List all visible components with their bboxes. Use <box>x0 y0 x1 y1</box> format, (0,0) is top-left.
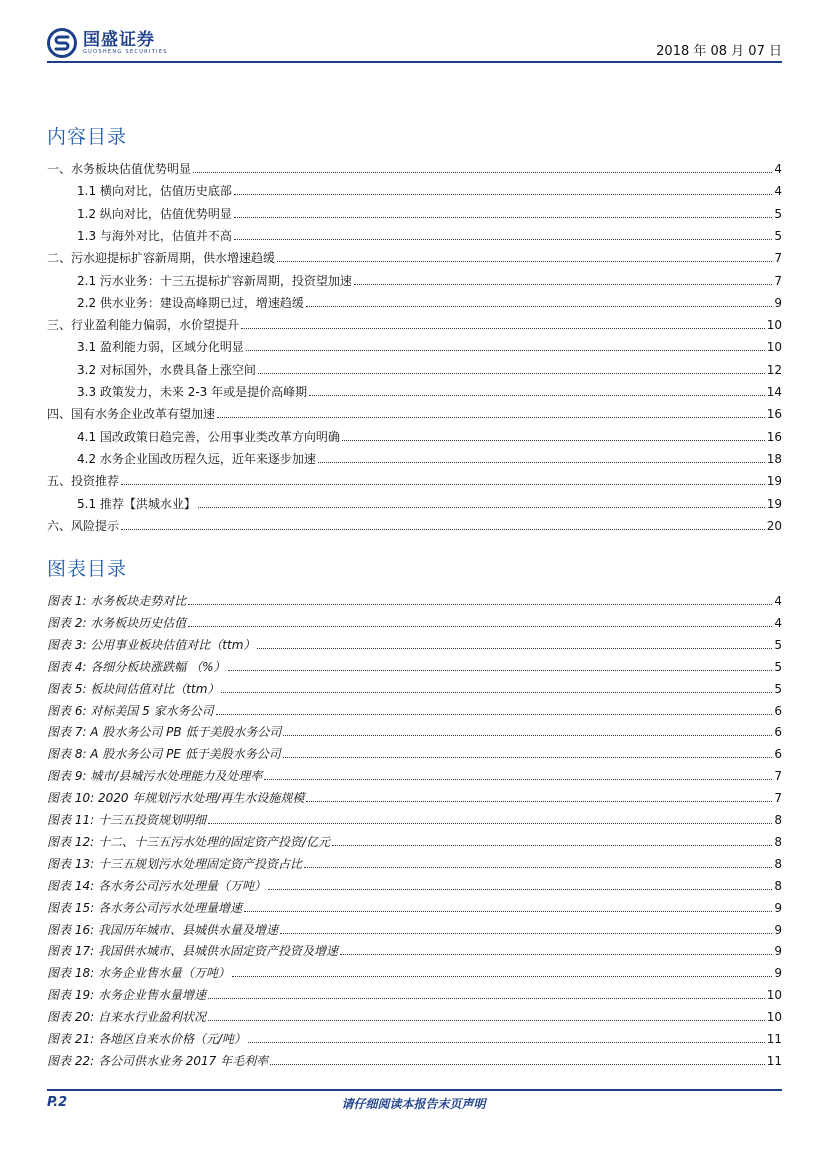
entry-title: 图表 3: 公用事业板块估值对比（ttm） <box>47 637 256 652</box>
entry-page-number: 7 <box>774 251 782 266</box>
entry-title: 图表 22: 各公司供水业务 2017 年毛利率 <box>47 1053 269 1068</box>
dot-leader <box>232 976 772 977</box>
entry-page-number: 7 <box>774 769 782 784</box>
entry-title: 1.3 与海外对比，估值并不高 <box>77 228 232 243</box>
header-divider <box>47 61 782 63</box>
dot-leader <box>244 911 772 912</box>
figure-entry[interactable] <box>47 588 782 608</box>
report-date: 2018 年 08 月 07 日 <box>656 44 782 59</box>
dot-leader <box>270 1064 765 1065</box>
figure-entry[interactable] <box>47 873 782 893</box>
toc-section-entry[interactable] <box>47 223 782 243</box>
entry-title: 3.1 盈利能力弱，区域分化明显 <box>77 340 244 355</box>
entry-page-number: 12 <box>766 362 782 377</box>
figure-entry[interactable] <box>47 763 782 783</box>
figure-entry[interactable] <box>47 960 782 980</box>
entry-title: 2.1 污水业务：十三五提标扩容新周期，投资望加速 <box>77 273 352 288</box>
entry-page-number: 10 <box>766 1010 782 1025</box>
entry-page-number: 16 <box>766 407 782 422</box>
dot-leader <box>277 261 772 262</box>
entry-page-number: 5 <box>774 681 782 696</box>
dot-leader <box>248 1042 765 1043</box>
entry-page-number: 4 <box>774 162 782 176</box>
entry-page-number: 20 <box>766 518 782 533</box>
dot-leader <box>306 801 772 802</box>
figures-title: 图表目录 <box>47 558 128 580</box>
entry-title: 一、水务板块估值优势明显 <box>47 162 192 176</box>
entry-page-number: 9 <box>774 922 782 937</box>
entry-page-number: 10 <box>766 340 782 355</box>
entry-title: 三、行业盈利能力偏弱，水价望提升 <box>47 318 240 333</box>
toc-section-entry[interactable] <box>47 334 782 354</box>
dot-leader <box>283 735 772 736</box>
dot-leader <box>264 779 772 780</box>
entry-page-number: 4 <box>774 184 782 199</box>
figure-entry[interactable] <box>47 1048 782 1068</box>
brand-name-en: GUOSHENG SECURITIES <box>83 48 168 55</box>
dot-leader <box>188 604 772 605</box>
footer-divider <box>47 1089 782 1091</box>
dot-leader <box>340 954 772 955</box>
brand-name-cn: 国盛证券 <box>83 29 155 50</box>
entry-page-number: 8 <box>774 856 782 871</box>
toc-chapter-entry[interactable] <box>47 401 782 421</box>
toc-chapter-entry[interactable] <box>47 156 782 176</box>
toc-section-entry[interactable] <box>47 178 782 198</box>
figure-entry[interactable] <box>47 938 782 958</box>
figure-entry[interactable] <box>47 610 782 630</box>
entry-title: 五、投资推荐 <box>47 474 120 489</box>
dot-leader <box>121 484 765 485</box>
dot-leader <box>228 670 773 671</box>
entry-page-number: 9 <box>774 944 782 959</box>
entry-title: 1.1 横向对比，估值历史底部 <box>77 184 232 199</box>
entry-page-number: 8 <box>774 878 782 893</box>
figure-entry[interactable] <box>47 741 782 761</box>
entry-title: 图表 16: 我国历年城市、县城供水量及增速 <box>47 922 278 937</box>
entry-page-number: 5 <box>774 637 782 652</box>
dot-leader <box>304 867 772 868</box>
entry-title: 图表 4: 各细分板块涨跌幅 （%） <box>47 659 226 674</box>
figure-entry[interactable] <box>47 1026 782 1046</box>
entry-page-number: 19 <box>766 496 782 511</box>
entry-page-number: 16 <box>766 429 782 444</box>
entry-page-number: 9 <box>774 295 782 310</box>
dot-leader <box>354 284 772 285</box>
figure-entry[interactable] <box>47 1004 782 1024</box>
dot-leader <box>193 172 772 173</box>
figure-entry[interactable] <box>47 895 782 915</box>
dot-leader <box>234 239 772 240</box>
entry-title: 4.2 水务企业国改历程久远，近年来逐步加速 <box>77 451 316 466</box>
entry-title: 二、污水迎提标扩容新周期，供水增速趋缓 <box>47 251 276 266</box>
entry-page-number: 8 <box>774 813 782 827</box>
figure-entry[interactable] <box>47 654 782 674</box>
entry-title: 图表 18: 水务企业售水量（万吨） <box>47 966 230 981</box>
dot-leader <box>306 306 772 307</box>
entry-title: 六、风险提示 <box>47 518 120 533</box>
figure-entry[interactable] <box>47 632 782 652</box>
figure-entry[interactable] <box>47 676 782 696</box>
entry-page-number: 19 <box>766 474 782 489</box>
entry-page-number: 5 <box>774 206 782 221</box>
dot-leader <box>208 1020 765 1021</box>
entry-title: 图表 15: 各水务公司污水处理量增速 <box>47 900 242 915</box>
dot-leader <box>208 823 772 824</box>
figure-entry[interactable] <box>47 851 782 871</box>
dot-leader <box>241 328 765 329</box>
entry-page-number: 5 <box>774 659 782 674</box>
entry-page-number: 6 <box>774 703 782 718</box>
entry-title: 图表 19: 水务企业售水量增速 <box>47 988 206 1003</box>
entry-title: 4.1 国改政策日趋完善，公用事业类改革方向明确 <box>77 429 340 444</box>
entry-title: 3.3 政策发力，未来 2-3 年或是提价高峰期 <box>77 385 308 399</box>
entry-title: 图表 2: 水务板块历史估值 <box>47 615 187 630</box>
dot-leader <box>221 692 772 693</box>
dot-leader <box>198 507 765 508</box>
toc-chapter-entry[interactable] <box>47 312 782 332</box>
entry-title: 图表 5: 板块间估值对比（ttm） <box>47 681 220 696</box>
page-header <box>47 22 782 62</box>
dot-leader <box>208 998 765 999</box>
entry-page-number: 14 <box>766 385 782 399</box>
entry-page-number: 11 <box>766 1053 782 1068</box>
toc-section-entry[interactable] <box>47 290 782 310</box>
entry-title: 图表 6: 对标美国 5 家水务公司 <box>47 703 214 718</box>
dot-leader <box>217 417 765 418</box>
entry-title: 图表 12: 十二、十三五污水处理的固定资产投资/亿元 <box>47 834 330 849</box>
toc-section-entry[interactable] <box>47 201 782 221</box>
dot-leader <box>216 714 773 715</box>
dot-leader <box>258 373 765 374</box>
entry-title: 图表 13: 十三五规划污水处理固定资产投资占比 <box>47 856 302 871</box>
dot-leader <box>309 395 765 396</box>
company-logo <box>47 26 168 60</box>
entry-title: 图表 20: 自来水行业盈利状况 <box>47 1010 206 1025</box>
toc-section-entry[interactable] <box>47 268 782 288</box>
dot-leader <box>318 462 765 463</box>
entry-page-number: 6 <box>774 747 782 762</box>
entry-page-number: 7 <box>774 791 782 806</box>
dot-leader <box>257 648 772 649</box>
entry-title: 四、国有水务企业改革有望加速 <box>47 407 216 422</box>
figure-entry[interactable] <box>47 719 782 739</box>
dot-leader <box>342 440 765 441</box>
toc-section-entry[interactable] <box>47 379 782 399</box>
entry-title: 图表 7: A 股水务公司 PB 低于美股水务公司 <box>47 725 282 740</box>
entry-page-number: 10 <box>766 318 782 333</box>
figure-entry[interactable] <box>47 982 782 1002</box>
entry-page-number: 5 <box>774 228 782 243</box>
logo-icon <box>47 28 77 58</box>
disclaimer-note: 请仔细阅读本报告末页声明 <box>341 1097 486 1111</box>
entry-page-number: 10 <box>766 988 782 1003</box>
dot-leader <box>283 757 773 758</box>
entry-page-number: 4 <box>774 615 782 630</box>
entry-title: 3.2 对标国外，水费具备上涨空间 <box>77 362 256 377</box>
dot-leader <box>121 529 765 530</box>
toc-section-entry[interactable] <box>47 357 782 377</box>
figure-entry[interactable] <box>47 829 782 849</box>
entry-page-number: 9 <box>774 900 782 915</box>
dot-leader <box>332 845 772 846</box>
entry-title: 图表 1: 水务板块走势对比 <box>47 594 187 608</box>
dot-leader <box>234 194 772 195</box>
dot-leader <box>246 350 765 351</box>
figure-entry[interactable] <box>47 807 782 827</box>
dot-leader <box>234 217 772 218</box>
entry-page-number: 9 <box>774 966 782 981</box>
dot-leader <box>268 889 772 890</box>
toc-chapter-entry[interactable] <box>47 468 782 488</box>
entry-title: 图表 17: 我国供水城市、县城供水固定资产投资及增速 <box>47 944 338 959</box>
entry-title: 5.1 推荐【洪城水业】 <box>77 496 196 511</box>
entry-title: 1.2 纵向对比，估值优势明显 <box>77 206 232 221</box>
entry-title: 图表 8: A 股水务公司 PE 低于美股水务公司 <box>47 747 281 762</box>
entry-title: 图表 11: 十三五投资规划明细 <box>47 813 206 827</box>
entry-title: 图表 9: 城市/县城污水处理能力及处理率 <box>47 769 263 784</box>
entry-page-number: 8 <box>774 834 782 849</box>
figure-entry[interactable] <box>47 698 782 718</box>
entry-title: 图表 10: 2020 年规划污水处理/再生水设施规模 <box>47 791 305 806</box>
entry-title: 图表 14: 各水务公司污水处理量（万吨） <box>47 878 266 893</box>
entry-page-number: 6 <box>774 725 782 740</box>
dot-leader <box>280 933 772 934</box>
figure-entry[interactable] <box>47 785 782 805</box>
toc-chapter-entry[interactable] <box>47 513 782 533</box>
toc-section-entry[interactable] <box>47 446 782 466</box>
toc-section-entry[interactable] <box>47 491 782 511</box>
entry-title: 图表 21: 各地区自来水价格（元/吨） <box>47 1032 246 1046</box>
entry-page-number: 7 <box>774 273 782 288</box>
dot-leader <box>188 626 772 627</box>
toc-chapter-entry[interactable] <box>47 245 782 265</box>
entry-page-number: 18 <box>766 451 782 466</box>
figure-entry[interactable] <box>47 917 782 937</box>
entry-page-number: 11 <box>766 1032 782 1046</box>
entry-title: 2.2 供水业务：建设高峰期已过，增速趋缓 <box>77 295 304 310</box>
page-number: P.2 <box>47 1095 68 1110</box>
entry-page-number: 4 <box>774 594 782 608</box>
toc-title: 内容目录 <box>47 126 128 148</box>
toc-section-entry[interactable] <box>47 424 782 444</box>
